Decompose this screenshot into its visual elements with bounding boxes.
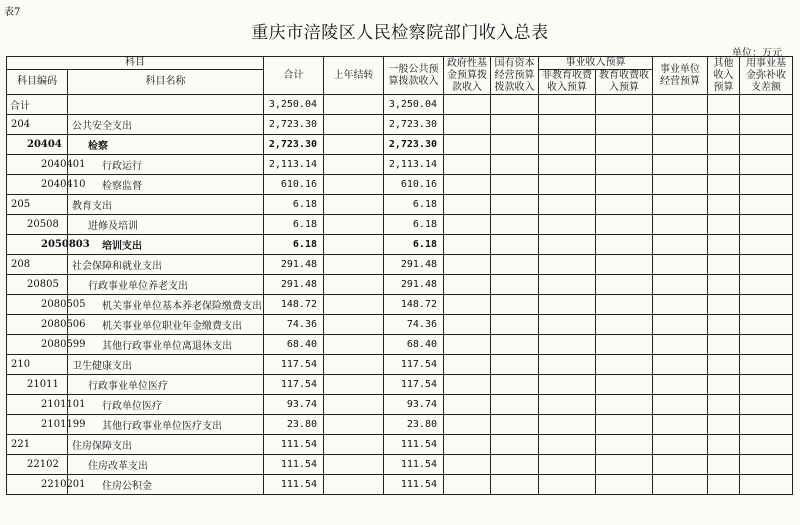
header-code: 科目编码	[7, 70, 68, 95]
row-name: 社会保障和就业支出	[68, 255, 264, 275]
row-empty-cell	[444, 155, 491, 175]
row-empty-cell	[740, 295, 793, 315]
header-carry: 上年结转	[324, 57, 384, 95]
row-empty-cell	[491, 395, 539, 415]
row-empty-cell	[596, 135, 653, 155]
row-code: 2050803	[7, 235, 68, 255]
row-empty-cell	[539, 95, 596, 115]
row-general: 6.18	[384, 235, 444, 255]
table-row	[7, 95, 793, 115]
table-row	[7, 355, 793, 375]
header-biz-non-edu: 非教育收费收入预算	[539, 70, 596, 95]
row-empty-cell	[708, 215, 740, 235]
row-empty-cell	[708, 475, 740, 495]
row-code: 205	[7, 195, 68, 215]
row-empty-cell	[491, 375, 539, 395]
table-row	[7, 115, 793, 135]
row-empty-cell	[708, 155, 740, 175]
row-empty-cell	[740, 275, 793, 295]
table-row	[7, 435, 793, 455]
row-empty-cell	[491, 155, 539, 175]
row-empty-cell	[539, 395, 596, 415]
row-empty-cell	[740, 195, 793, 215]
row-code: 221	[7, 435, 68, 455]
row-empty-cell	[491, 235, 539, 255]
row-name: 其他行政事业单位医疗支出	[68, 415, 264, 435]
row-general: 117.54	[384, 375, 444, 395]
row-empty-cell	[653, 195, 708, 215]
row-code: 2101101	[7, 395, 68, 415]
row-empty-cell	[653, 455, 708, 475]
row-carry	[324, 175, 384, 195]
header-govfund: 政府性基金预算拨款收入	[444, 57, 491, 95]
row-empty-cell	[708, 175, 740, 195]
row-empty-cell	[596, 235, 653, 255]
row-carry	[324, 235, 384, 255]
row-empty-cell	[740, 115, 793, 135]
row-code: 2080505	[7, 295, 68, 315]
row-empty-cell	[653, 275, 708, 295]
row-carry	[324, 415, 384, 435]
row-empty-cell	[491, 415, 539, 435]
row-empty-cell	[491, 115, 539, 135]
row-name: 机关事业单位基本养老保险缴费支出	[68, 295, 264, 315]
row-general: 6.18	[384, 215, 444, 235]
row-empty-cell	[740, 95, 793, 115]
row-empty-cell	[740, 255, 793, 275]
row-name: 机关事业单位职业年金缴费支出	[68, 315, 264, 335]
header-biz-edu: 教育收费收入预算	[596, 70, 653, 95]
row-empty-cell	[444, 455, 491, 475]
row-carry	[324, 135, 384, 155]
row-empty-cell	[444, 95, 491, 115]
row-general: 74.36	[384, 315, 444, 335]
table-row	[7, 275, 793, 295]
row-empty-cell	[740, 215, 793, 235]
row-code: 2080599	[7, 335, 68, 355]
row-name: 行政事业单位养老支出	[68, 275, 264, 295]
row-carry	[324, 435, 384, 455]
row-empty-cell	[539, 255, 596, 275]
row-code: 208	[7, 255, 68, 275]
row-empty-cell	[740, 375, 793, 395]
row-empty-cell	[539, 115, 596, 135]
row-total: 93.74	[264, 395, 324, 415]
row-empty-cell	[491, 215, 539, 235]
row-general: 3,250.04	[384, 95, 444, 115]
row-name: 住房公积金	[68, 475, 264, 495]
row-code: 21011	[7, 375, 68, 395]
row-name: 公共安全支出	[68, 115, 264, 135]
row-empty-cell	[596, 155, 653, 175]
row-empty-cell	[653, 415, 708, 435]
row-carry	[324, 155, 384, 175]
row-empty-cell	[491, 475, 539, 495]
row-name: 住房改革支出	[68, 455, 264, 475]
row-empty-cell	[491, 175, 539, 195]
row-empty-cell	[444, 475, 491, 495]
row-empty-cell	[596, 315, 653, 335]
row-empty-cell	[491, 275, 539, 295]
row-total: 117.54	[264, 355, 324, 375]
row-empty-cell	[491, 435, 539, 455]
row-total: 117.54	[264, 375, 324, 395]
row-empty-cell	[740, 315, 793, 335]
row-empty-cell	[708, 275, 740, 295]
row-total: 2,723.30	[264, 115, 324, 135]
page-title: 重庆市涪陵区人民检察院部门收入总表	[251, 23, 549, 43]
row-empty-cell	[596, 335, 653, 355]
row-code: 合计	[7, 95, 68, 115]
row-code: 210	[7, 355, 68, 375]
row-general: 93.74	[384, 395, 444, 415]
row-empty-cell	[708, 255, 740, 275]
row-empty-cell	[708, 235, 740, 255]
row-empty-cell	[444, 315, 491, 335]
row-name: 进修及培训	[68, 215, 264, 235]
row-empty-cell	[539, 455, 596, 475]
row-carry	[324, 455, 384, 475]
row-empty-cell	[444, 415, 491, 435]
row-empty-cell	[653, 315, 708, 335]
row-general: 291.48	[384, 255, 444, 275]
row-empty-cell	[444, 175, 491, 195]
row-total: 68.40	[264, 335, 324, 355]
row-carry	[324, 195, 384, 215]
header-biz-unit: 事业单位经营预算	[653, 57, 708, 95]
table-row	[7, 395, 793, 415]
row-general: 117.54	[384, 355, 444, 375]
row-total: 6.18	[264, 235, 324, 255]
row-general: 23.80	[384, 415, 444, 435]
row-name: 检察	[68, 135, 264, 155]
row-empty-cell	[596, 395, 653, 415]
row-empty-cell	[653, 175, 708, 195]
row-empty-cell	[740, 415, 793, 435]
table-row	[7, 175, 793, 195]
row-empty-cell	[653, 235, 708, 255]
row-carry	[324, 255, 384, 275]
row-empty-cell	[444, 195, 491, 215]
row-general: 6.18	[384, 195, 444, 215]
table-row	[7, 315, 793, 335]
row-empty-cell	[653, 215, 708, 235]
row-empty-cell	[596, 275, 653, 295]
row-name	[68, 95, 264, 115]
row-empty-cell	[539, 355, 596, 375]
row-carry	[324, 315, 384, 335]
row-total: 6.18	[264, 195, 324, 215]
table-row	[7, 415, 793, 435]
row-empty-cell	[491, 295, 539, 315]
row-empty-cell	[708, 435, 740, 455]
row-empty-cell	[596, 195, 653, 215]
row-total: 111.54	[264, 455, 324, 475]
header-other: 其他收入预算	[708, 57, 740, 95]
row-empty-cell	[653, 155, 708, 175]
row-total: 23.80	[264, 415, 324, 435]
row-empty-cell	[653, 115, 708, 135]
table-row	[7, 335, 793, 355]
row-empty-cell	[740, 335, 793, 355]
row-empty-cell	[444, 295, 491, 315]
row-carry	[324, 295, 384, 315]
row-empty-cell	[596, 435, 653, 455]
row-empty-cell	[539, 415, 596, 435]
row-name: 其他行政事业单位离退休支出	[68, 335, 264, 355]
row-carry	[324, 215, 384, 235]
row-total: 2,113.14	[264, 155, 324, 175]
row-general: 148.72	[384, 295, 444, 315]
row-empty-cell	[491, 355, 539, 375]
row-empty-cell	[539, 335, 596, 355]
row-empty-cell	[740, 155, 793, 175]
row-carry	[324, 95, 384, 115]
row-code: 204	[7, 115, 68, 135]
row-empty-cell	[539, 315, 596, 335]
row-empty-cell	[539, 475, 596, 495]
row-empty-cell	[444, 255, 491, 275]
row-empty-cell	[740, 395, 793, 415]
row-empty-cell	[596, 355, 653, 375]
row-general: 111.54	[384, 455, 444, 475]
row-carry	[324, 395, 384, 415]
row-empty-cell	[708, 455, 740, 475]
row-empty-cell	[596, 255, 653, 275]
row-name: 行政事业单位医疗	[68, 375, 264, 395]
row-empty-cell	[708, 415, 740, 435]
row-code: 2040410	[7, 175, 68, 195]
row-code: 20404	[7, 135, 68, 155]
row-empty-cell	[596, 295, 653, 315]
row-name: 住房保障支出	[68, 435, 264, 455]
table-row	[7, 255, 793, 275]
row-empty-cell	[444, 335, 491, 355]
header-name: 科目名称	[68, 70, 264, 95]
row-carry	[324, 275, 384, 295]
row-empty-cell	[653, 255, 708, 275]
row-total: 111.54	[264, 435, 324, 455]
row-empty-cell	[653, 355, 708, 375]
row-empty-cell	[539, 275, 596, 295]
row-empty-cell	[708, 95, 740, 115]
row-empty-cell	[539, 195, 596, 215]
row-general: 610.16	[384, 175, 444, 195]
row-general: 2,113.14	[384, 155, 444, 175]
row-empty-cell	[444, 215, 491, 235]
row-general: 2,723.30	[384, 135, 444, 155]
table-row	[7, 215, 793, 235]
row-empty-cell	[444, 235, 491, 255]
header-fund-gap: 用事业基金弥补收支差额	[740, 57, 793, 95]
row-empty-cell	[653, 335, 708, 355]
row-general: 111.54	[384, 475, 444, 495]
table-body	[7, 95, 793, 495]
row-empty-cell	[491, 195, 539, 215]
row-name: 卫生健康支出	[68, 355, 264, 375]
row-empty-cell	[491, 315, 539, 335]
row-total: 6.18	[264, 215, 324, 235]
row-total: 111.54	[264, 475, 324, 495]
header-soe: 国有资本经营预算拨款收入	[491, 57, 539, 95]
row-empty-cell	[596, 215, 653, 235]
row-empty-cell	[653, 475, 708, 495]
row-carry	[324, 355, 384, 375]
row-empty-cell	[708, 295, 740, 315]
row-empty-cell	[740, 435, 793, 455]
row-carry	[324, 335, 384, 355]
row-empty-cell	[653, 95, 708, 115]
row-empty-cell	[653, 375, 708, 395]
row-empty-cell	[740, 455, 793, 475]
table-row	[7, 135, 793, 155]
row-carry	[324, 475, 384, 495]
row-empty-cell	[444, 115, 491, 135]
row-code: 22102	[7, 455, 68, 475]
income-table	[6, 56, 793, 495]
row-total: 3,250.04	[264, 95, 324, 115]
row-empty-cell	[653, 135, 708, 155]
row-code: 20508	[7, 215, 68, 235]
row-empty-cell	[740, 235, 793, 255]
row-code: 2040401	[7, 155, 68, 175]
row-empty-cell	[444, 375, 491, 395]
row-empty-cell	[596, 455, 653, 475]
row-empty-cell	[708, 375, 740, 395]
row-code: 2080506	[7, 315, 68, 335]
row-name: 行政运行	[68, 155, 264, 175]
row-total: 291.48	[264, 275, 324, 295]
row-empty-cell	[596, 115, 653, 135]
row-empty-cell	[444, 355, 491, 375]
row-empty-cell	[708, 355, 740, 375]
row-empty-cell	[444, 435, 491, 455]
row-empty-cell	[491, 255, 539, 275]
row-empty-cell	[740, 175, 793, 195]
row-empty-cell	[539, 295, 596, 315]
row-empty-cell	[539, 135, 596, 155]
row-name: 行政单位医疗	[68, 395, 264, 415]
table-row	[7, 195, 793, 215]
row-general: 68.40	[384, 335, 444, 355]
row-empty-cell	[491, 335, 539, 355]
row-empty-cell	[444, 275, 491, 295]
row-empty-cell	[539, 435, 596, 455]
row-empty-cell	[491, 135, 539, 155]
header-total: 合计	[264, 57, 324, 95]
row-empty-cell	[444, 395, 491, 415]
row-empty-cell	[653, 295, 708, 315]
row-empty-cell	[491, 95, 539, 115]
page-tag: 表7	[4, 7, 21, 18]
header-subject: 科目	[7, 57, 264, 70]
unit-label: 单位：万元	[732, 48, 782, 59]
row-empty-cell	[596, 95, 653, 115]
row-carry	[324, 115, 384, 135]
row-empty-cell	[539, 155, 596, 175]
table-row	[7, 155, 793, 175]
header-biz: 事业收入预算	[539, 57, 653, 70]
row-empty-cell	[740, 475, 793, 495]
row-empty-cell	[539, 175, 596, 195]
row-total: 610.16	[264, 175, 324, 195]
row-empty-cell	[740, 135, 793, 155]
row-empty-cell	[539, 235, 596, 255]
row-empty-cell	[708, 335, 740, 355]
row-empty-cell	[653, 435, 708, 455]
row-name: 教育支出	[68, 195, 264, 215]
row-empty-cell	[708, 115, 740, 135]
row-empty-cell	[740, 355, 793, 375]
row-general: 2,723.30	[384, 115, 444, 135]
row-total: 74.36	[264, 315, 324, 335]
row-code: 2101199	[7, 415, 68, 435]
table-row	[7, 235, 793, 255]
row-empty-cell	[491, 455, 539, 475]
row-name: 培训支出	[68, 235, 264, 255]
row-code: 2210201	[7, 475, 68, 495]
table-row	[7, 375, 793, 395]
row-total: 291.48	[264, 255, 324, 275]
table-row	[7, 475, 793, 495]
row-empty-cell	[708, 135, 740, 155]
row-empty-cell	[596, 475, 653, 495]
row-empty-cell	[708, 195, 740, 215]
row-empty-cell	[539, 215, 596, 235]
row-name: 检察监督	[68, 175, 264, 195]
row-general: 111.54	[384, 435, 444, 455]
row-empty-cell	[596, 415, 653, 435]
row-empty-cell	[708, 395, 740, 415]
row-total: 148.72	[264, 295, 324, 315]
row-total: 2,723.30	[264, 135, 324, 155]
table-row	[7, 295, 793, 315]
row-empty-cell	[596, 175, 653, 195]
row-empty-cell	[708, 315, 740, 335]
row-code: 20805	[7, 275, 68, 295]
row-empty-cell	[653, 395, 708, 415]
table-row	[7, 455, 793, 475]
row-empty-cell	[539, 375, 596, 395]
row-empty-cell	[596, 375, 653, 395]
header-general: 一般公共预算拨款收入	[384, 57, 444, 95]
row-empty-cell	[444, 135, 491, 155]
row-general: 291.48	[384, 275, 444, 295]
row-carry	[324, 375, 384, 395]
